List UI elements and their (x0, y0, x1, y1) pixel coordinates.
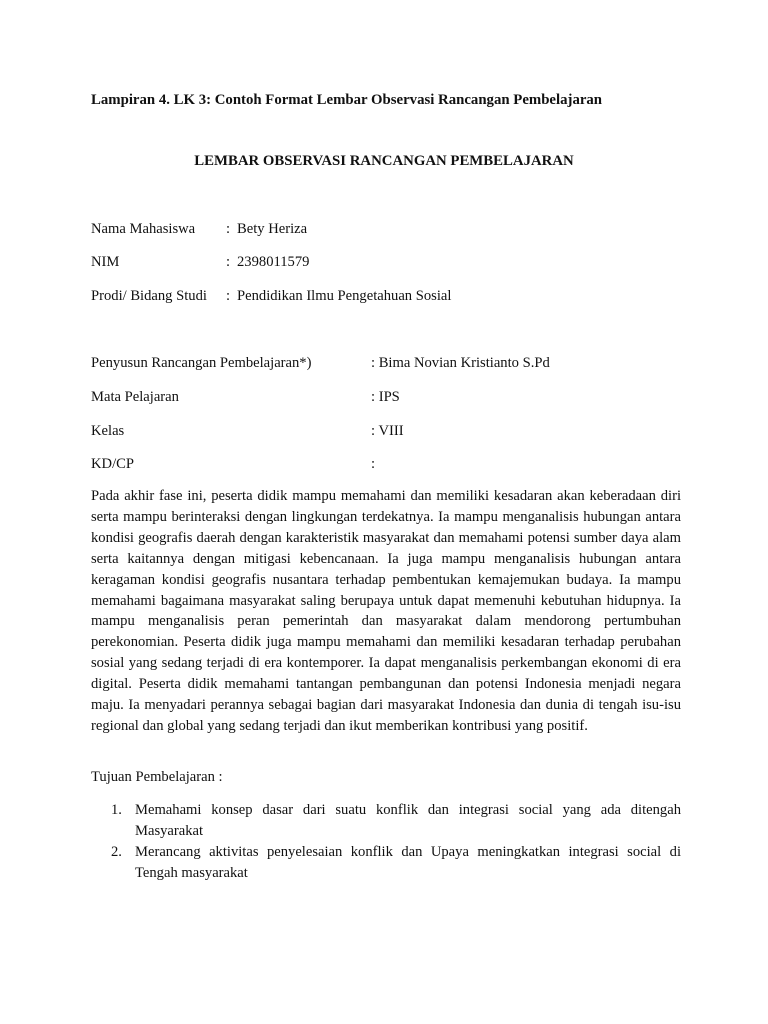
list-text: Merancang aktivitas penyelesaian konflik dan Upaya meningkatkan integrasi social di Tengah masyarakat (135, 844, 681, 881)
field-value: : (371, 456, 376, 472)
field-value: Pendidikan Ilmu Pengetahuan Sosial (237, 288, 452, 304)
list-item (91, 800, 681, 842)
field-label: Penyusun Rancangan Pembelajaran*) (91, 355, 312, 371)
list-text: Memahami konsep dasar dari suatu konflik dan integrasi social yang ada ditengah Masyarakat (135, 802, 681, 839)
list-item (91, 842, 681, 884)
field-label: KD/CP (91, 456, 134, 472)
field-colon: : (226, 288, 231, 304)
field-label: NIM (91, 254, 120, 270)
learning-outcome-paragraph: Pada akhir fase ini, peserta didik mampu memahami dan memiliki kesadaran akan keberadaan diri serta mampu berinteraksi dengan lingkungan terdekatnya. Ia mampu menganalisis hubungan antara kondisi geografis daerah dengan karakteristik masyarakat dan memahami potensi sumber daya alam serta kaitannya dengan mitigasi kebencanaan. Ia juga mampu menganalisis hubungan antara keragaman kondisi geografis nusantara terhadap pembentukan kemajemukan budaya. Ia mampu memahami bagaimana masyarakat saling berupaya untuk dapat memenuhi kebutuhan hidupnya. Ia mampu menganalisis peran pemerintah dan masyarakat dalam mendorong pertumbuhan perekonomian. Peserta didik juga mampu memahami dan memiliki kesadaran terhadap perubahan sosial yang sedang terjadi di era kontemporer. Ia dapat menganalisis perkembangan ekonomi di era digital. Peserta didik memahami tantangan pembangunan dan potensi Indonesia menjadi negara maju. Ia menyadari perannya sebagai bagian dari masyarakat Indonesia dan dunia di tengah isu-isu regional dan global yang sedang terjadi dan ikut memberikan kontribusi yang positif. (91, 488, 681, 734)
field-value: 2398011579 (237, 254, 310, 270)
field-value: : VIII (371, 423, 404, 439)
field-value: Bety Heriza (237, 221, 308, 237)
field-label: Prodi/ Bidang Studi (91, 288, 207, 304)
field-colon: : (226, 254, 231, 270)
objectives-list (91, 800, 681, 884)
document-title: LEMBAR OBSERVASI RANCANGAN PEMBELAJARAN (194, 153, 574, 169)
field-colon: : (226, 221, 231, 237)
field-label: Kelas (91, 423, 125, 439)
field-label: Nama Mahasiswa (91, 221, 196, 237)
list-number: 1. (111, 802, 122, 818)
appendix-heading: Lampiran 4. LK 3: Contoh Format Lembar Observasi Rancangan Pembelajaran (91, 92, 603, 108)
list-number: 2. (111, 844, 122, 860)
field-value: : Bima Novian Kristianto S.Pd (371, 355, 550, 371)
objectives-label: Tujuan Pembelajaran : (91, 769, 223, 785)
field-value: : IPS (371, 389, 400, 405)
field-label: Mata Pelajaran (91, 389, 179, 405)
